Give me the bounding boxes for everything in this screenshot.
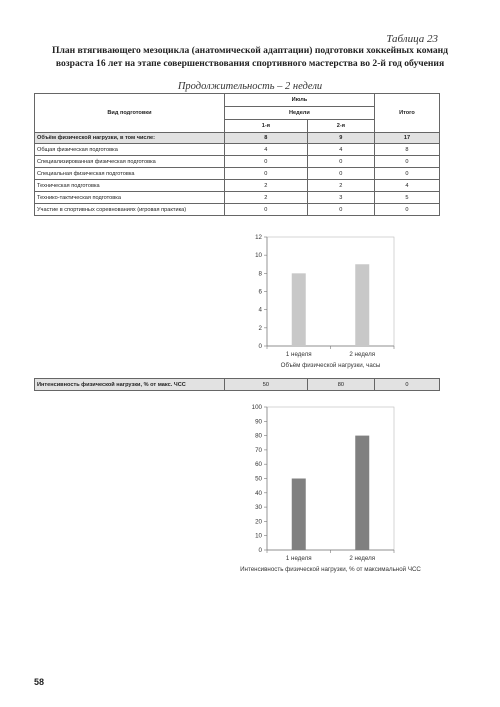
y-tick-label: 50 [255,475,262,483]
row-total: 0 [374,204,439,216]
plot-area [267,237,394,346]
row-label: Общая физическая подготовка [35,144,225,156]
table-row [35,192,440,204]
y-tick-label: 4 [258,306,262,314]
plot-area [267,407,394,550]
row-total: 5 [374,192,439,204]
table-row [35,204,440,216]
volume-bar-chart [240,228,410,374]
table-title [30,45,470,70]
header-training-type: Вид подготовки [35,94,225,133]
row-total: 8 [374,144,439,156]
header-week-1: 1-я [224,120,307,133]
table-number: Таблица 23 [386,33,438,45]
row-week-2: 2 [307,180,374,192]
y-tick-label: 20 [255,518,262,526]
row-label: Специальная физическая подготовка [35,168,225,180]
intensity-total: 0 [374,379,439,391]
x-tick-label: 1 неделя [285,351,312,358]
row-week-2: 0 [307,168,374,180]
header-month: Июль [224,94,374,107]
row-total: 17 [374,133,439,144]
x-axis-title: Объём физической нагрузки, часы [280,362,381,369]
y-tick-label: 40 [255,489,262,497]
row-label: Техническая подготовка [35,180,225,192]
header-week-2: 2-я [307,120,374,133]
row-total: 4 [374,180,439,192]
title-line-2: возраста 16 лет на этапе совершенствования спортивного мастерства во 2-й год обучения [55,57,445,69]
duration-caption: Продолжительность – 2 недели [177,81,323,92]
table-row [35,144,440,156]
bar [292,479,306,551]
intensity-label: Интенсивность физической нагрузки, % от макс. ЧСС [35,379,225,391]
header-total: Итого [374,94,439,133]
row-label: Специализированная физическая подготовка [35,156,225,168]
table-row [35,133,440,144]
x-tick-label: 2 неделя [349,351,376,358]
row-week-1: 8 [224,133,307,144]
x-axis-title: Интенсивность физической нагрузки, % от максимальной ЧСС [240,566,421,573]
x-tick-label: 2 неделя [349,555,376,562]
row-week-2: 9 [307,133,374,144]
row-week-2: 0 [307,156,374,168]
y-tick-label: 70 [255,446,262,454]
intensity-bar-chart [240,398,440,584]
bar [355,264,369,346]
header-weeks: Недели [224,107,374,120]
table-row [35,180,440,192]
y-tick-label: 30 [255,504,262,512]
row-total: 0 [374,156,439,168]
y-tick-label: 80 [255,432,262,440]
training-plan-table [34,93,440,216]
row-label: Объём физической нагрузки, в том числе: [35,133,225,144]
bar [355,436,369,550]
row-week-1: 2 [224,180,307,192]
y-tick-label: 0 [258,547,262,554]
x-tick-label: 1 неделя [285,555,312,562]
y-tick-label: 60 [255,461,262,469]
intensity-week-1: 50 [224,379,307,391]
row-week-1: 0 [224,204,307,216]
row-week-2: 4 [307,144,374,156]
y-tick-label: 10 [255,532,262,540]
intensity-table [34,378,440,391]
row-total: 0 [374,168,439,180]
page-number: 58 [34,677,45,687]
row-week-1: 0 [224,156,307,168]
row-week-1: 2 [224,192,307,204]
y-tick-label: 10 [255,252,262,260]
table-row [35,379,440,391]
y-tick-label: 8 [258,270,262,278]
bar [292,273,306,346]
y-tick-label: 0 [258,343,262,350]
y-tick-label: 100 [251,404,262,411]
row-label: Технико-тактическая подготовка [35,192,225,204]
row-label: Участие в спортивных соревнованиях (игровая практика) [35,204,225,216]
table-row [35,156,440,168]
row-week-1: 4 [224,144,307,156]
y-tick-label: 90 [255,418,262,426]
y-tick-label: 2 [258,324,262,332]
row-week-1: 0 [224,168,307,180]
row-week-2: 0 [307,204,374,216]
intensity-week-2: 80 [307,379,374,391]
y-tick-label: 6 [258,288,262,296]
table-row [35,168,440,180]
y-tick-label: 12 [255,234,262,241]
row-week-2: 3 [307,192,374,204]
title-line-1: План втягивающего мезоцикла (анатомической адаптации) подготовки хоккейных команд [51,45,449,56]
